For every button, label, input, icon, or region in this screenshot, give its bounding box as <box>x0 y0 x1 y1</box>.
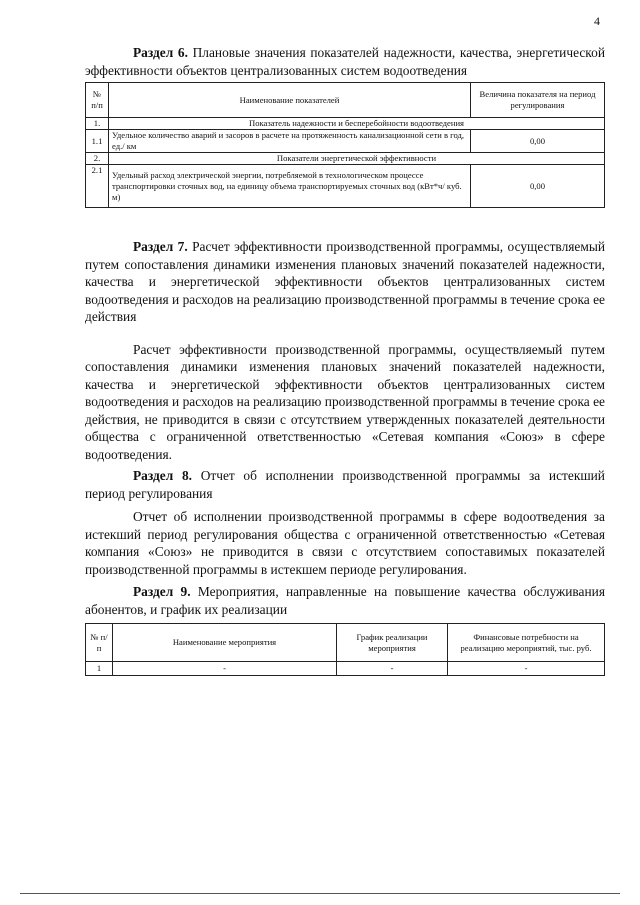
table-row: 2.1 Удельный расход электрической энергии, потребляемой в технологическом процессе транспортировки сточных вод, на единицу объема транспортируемых сточных вод (кВт*ч/ куб. м) 0,00 <box>86 165 605 208</box>
scan-edge-line <box>20 893 620 894</box>
table-header: № п/п Наименование мероприятия График реализации мероприятия Финансовые потребности на реализацию мероприятий, тыс. руб. <box>86 624 605 662</box>
section-8-heading: Раздел 8. Отчет об исполнении производственной программы за истекший период регулирования <box>85 468 605 501</box>
table-row: 2. Показатели энергетической эффективности <box>86 153 605 165</box>
table-row: 1 - - - <box>86 662 605 676</box>
measures-table <box>85 623 605 676</box>
section-6-heading: Раздел 6. Плановые значения показателей надежности, качества, энергетической эффективности объектов централизованных систем водоотведения <box>85 45 605 78</box>
page-number: 4 <box>594 14 600 28</box>
section-7-paragraph: Расчет эффективности производственной программы, осуществляемый путем сопоставления динамики изменения плановых значений показателей надежности, качества и энергетической эффективности объектов централизованных систем водоотведения и расходов на реализацию производственной программы в течение срока ее действия, не приводится в связи с отсутствием утвержденных показателей деятельности общества с ограниченной ответственностью «Сетевая компания «Союз» в сфере водоотведения. <box>85 341 605 462</box>
indicators-table <box>85 82 605 208</box>
table-row: 1. Показатель надежности и бесперебойности водоотведения <box>86 118 605 130</box>
section-8-paragraph: Отчет об исполнении производственной программы в сфере водоотведения за истекший период регулирования общества с ограниченной ответственностью «Сетевая компания «Союз» не приводится в связи с отсутствием сопоставимых показателей производственной программы в истекшем периоде регулирования. <box>85 509 605 577</box>
table-row: 1.1 Удельное количество аварий и засоров в расчете на протяженность канализационной сети в год, ед./ км 0,00 <box>86 130 605 153</box>
section-9-heading: Раздел 9. Мероприятия, направленные на повышение качества обслуживания абонентов, и график их реализации <box>85 584 605 617</box>
section-7-heading: Раздел 7. Расчет эффективности производственной программы, осуществляемый путем сопоставления динамики изменения плановых значений показателей надежности, качества и энергетической эффективности объектов централизованных систем водоотведения и расходов на реализацию производственной программы в течение срока ее действия <box>85 239 605 324</box>
table-header: № п/п Наименование показателей Величина показателя на период регулирования <box>86 83 605 118</box>
